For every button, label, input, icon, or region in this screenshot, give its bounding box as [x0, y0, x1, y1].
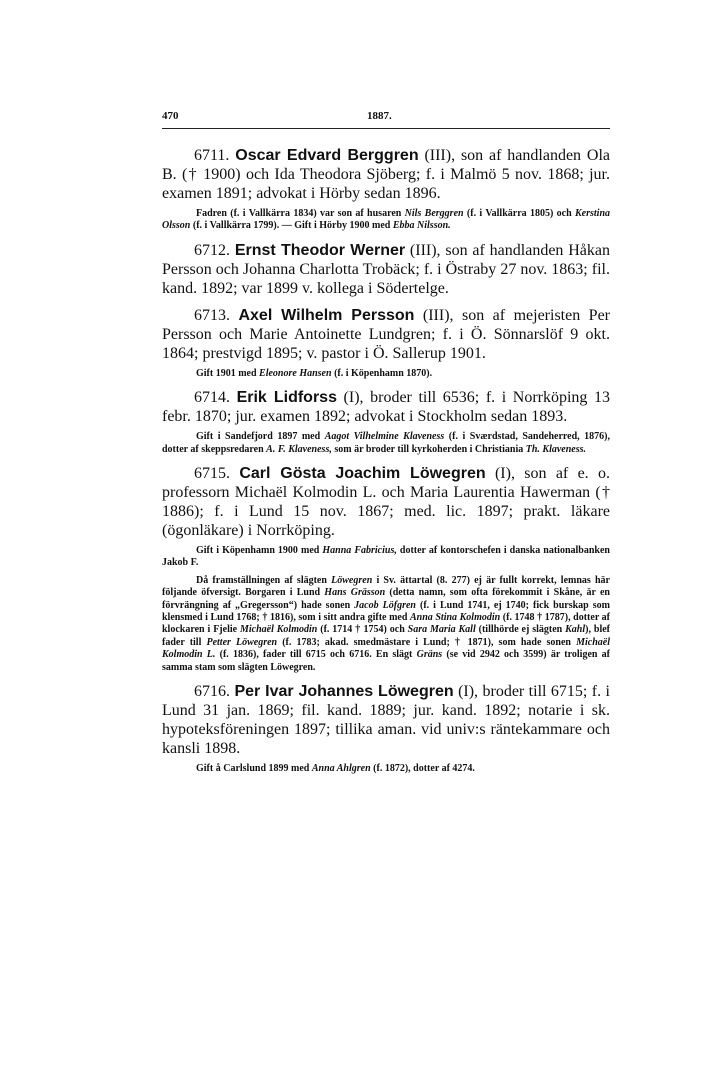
entry-main-text: [162, 464, 610, 540]
entry-description: (I), son af e. o. professorn Michaël Kolmodin L. och Maria Laurentia Hawerman († 1886); f. i Lund 15 nov. 1867; med. lic. 1897; prakt. läkare (ögonläkare) i Norrköping.: [162, 465, 611, 540]
note-text: ), blef fader till: [162, 624, 610, 648]
page-header: [162, 110, 610, 126]
entry-note: [162, 545, 610, 570]
note-text: som är broder till kyrkoherden i Christiania: [331, 443, 526, 455]
note-text: (f. 1836), fader till 6715 och 6716. En slägt: [215, 649, 417, 661]
entry-number: 6714.: [194, 389, 230, 407]
entry-main-text: [162, 241, 610, 298]
note-italic-name: Ebba Nilsson.: [392, 220, 451, 232]
biography-entry: [162, 388, 610, 456]
entry-person-name: Oscar Edvard Berggren: [235, 147, 419, 164]
note-text: (f. i Köpenhamn 1870).: [331, 367, 433, 379]
entry-number: 6711.: [194, 147, 230, 164]
note-text: (se vid 2942 och 3599) är troligen af samma stam som slägten Löwegren.: [162, 649, 610, 673]
note-italic-name: Sara Maria Kall: [407, 624, 476, 636]
note-italic-name: Michaël Kolmodin L.: [162, 636, 610, 661]
entry-note: [162, 208, 610, 233]
entry-person-name: Carl Gösta Joachim Löwegren: [239, 465, 486, 483]
biography-entry: [162, 306, 610, 380]
entry-number: 6712.: [194, 241, 230, 259]
biography-entry: [162, 146, 610, 233]
note-text: (tillhörde ej slägten: [475, 624, 566, 636]
note-italic-name: Anna Ahlgren: [311, 763, 371, 775]
header-rule: [162, 128, 610, 129]
note-text: (f. i Sværdstad, Sandeherred, 1876), dotter af skeppsredaren: [162, 431, 611, 455]
entry-number: 6716.: [194, 683, 230, 701]
entry-description: (III), son af mejeristen Per Persson och Marie Antoinette Lundgren; f. i Ö. Sönnarslöf 9 okt. 1864; prestvigd 1895; v. pastor i Ö. Sallerup 1901.: [162, 306, 611, 362]
entry-person-name: Ernst Theodor Werner: [234, 241, 406, 259]
note-italic-name: Hans Grässon: [324, 587, 386, 599]
note-text: Gift i Köpenhamn 1900 med: [196, 545, 323, 557]
entry-description: (III), son af handlanden Håkan Persson och Johanna Charlotta Trobäck; f. i Östraby 27 nov. 1863; fil. kand. 1892; var 1899 v. kollega i Södertelge.: [162, 241, 610, 297]
entry-main-text: [162, 682, 610, 758]
note-italic-name: Nils Berggren: [404, 208, 464, 219]
note-text: (f. 1714 † 1754) och: [317, 624, 408, 636]
entry-number: 6715.: [194, 465, 230, 483]
entries-list: [162, 146, 610, 784]
note-italic-name: Kahl: [565, 624, 586, 636]
entry-main-text: [162, 388, 610, 426]
note-italic-name: Jacob Löfgren: [354, 599, 416, 611]
entry-person-name: Erik Lidforss: [236, 389, 337, 407]
biography-entry: [162, 241, 610, 298]
note-italic-name: Löwegren: [331, 574, 373, 586]
entry-person-name: Per Ivar Johannes Löwegren: [234, 683, 454, 701]
note-text: (f. 1783; akad. smedmästare i Lund; † 1871), som hade sonen: [277, 636, 577, 648]
note-italic-name: A. F. Klaveness,: [266, 443, 332, 455]
note-text: i Sv. ättartal (8. 277) ej är fullt korrekt, lemnas här följande öfversigt. Borgaren i Lund: [162, 574, 610, 599]
page-number: 470: [162, 110, 179, 122]
biography-entry: [162, 682, 610, 775]
entry-description: (I), broder till 6536; f. i Norrköping 13 febr. 1870; jur. examen 1892; advokat i Stockholm sedan 1893.: [162, 389, 610, 426]
entry-note: [162, 763, 610, 775]
entry-number: 6713.: [194, 306, 230, 324]
note-italic-name: Gräns: [416, 649, 443, 661]
note-text: (detta namn, som ofta förekommit i Skåne, är en förvrängning af „Gregersson“) hade sonen: [162, 587, 610, 611]
running-year: 1887.: [367, 110, 392, 122]
note-italic-name: Michaël Kolmodin: [239, 624, 318, 636]
note-text: Gift 1901 med: [196, 367, 260, 379]
note-text: dotter af kontorschefen i danska nationalbanken Jakob F.: [162, 545, 610, 569]
note-italic-name: Hanna Fabricius,: [322, 545, 397, 557]
note-text: (f. 1872), dotter af 4274.: [370, 763, 475, 775]
entry-main-text: [162, 306, 610, 363]
entry-note: [162, 368, 610, 380]
note-text: (f. i Vallkärra 1805) och: [463, 208, 575, 219]
note-text: Då framställningen af slägten: [196, 574, 332, 586]
note-text: (f. i Lund 1741, ej 1740; fick burskap som klensmed i Lund 1768; † 1816), som i sitt andra gifte med: [162, 599, 610, 624]
note-italic-name: Th. Klaveness.: [525, 443, 587, 455]
entry-note: [162, 575, 610, 674]
entry-note: [162, 431, 610, 456]
note-text: (f. 1748 † 1787), dotter af klockaren i Fjelie: [162, 612, 610, 636]
note-text: Gift i Sandefjord 1897 med: [196, 431, 325, 443]
note-text: Fadren (f. i Vallkärra 1834) var son af husaren: [196, 208, 405, 219]
note-text: Gift å Carlslund 1899 med: [196, 763, 312, 775]
note-text: (f. i Vallkärra 1799). — Gift i Hörby 1900 med: [190, 220, 393, 232]
note-italic-name: Aagot Vilhelmine Klaveness: [324, 431, 445, 443]
entry-description: (I), broder till 6715; f. i Lund 31 jan. 1869; fil. kand. 1889; jur. kand. 1892; notarie i sk. hypoteksföreningen 1897; tillika aman. vid univ:s räntekammare och kansli 1898.: [162, 683, 611, 758]
entry-person-name: Axel Wilhelm Persson: [238, 306, 415, 324]
entry-description: (III), son af handlanden Ola B. († 1900) och Ida Theodora Sjöberg; f. i Malmö 5 nov. 1868; jur. examen 1891; advokat i Hörby sedan 1896.: [162, 147, 610, 202]
note-italic-name: Petter Löwegren: [206, 636, 278, 648]
note-italic-name: Eleonore Hansen: [259, 367, 332, 379]
biography-entry: [162, 464, 610, 674]
note-italic-name: Kerstina Olsson: [162, 208, 611, 232]
entry-main-text: [162, 146, 610, 203]
note-italic-name: Anna Stina Kolmodin: [410, 612, 501, 624]
